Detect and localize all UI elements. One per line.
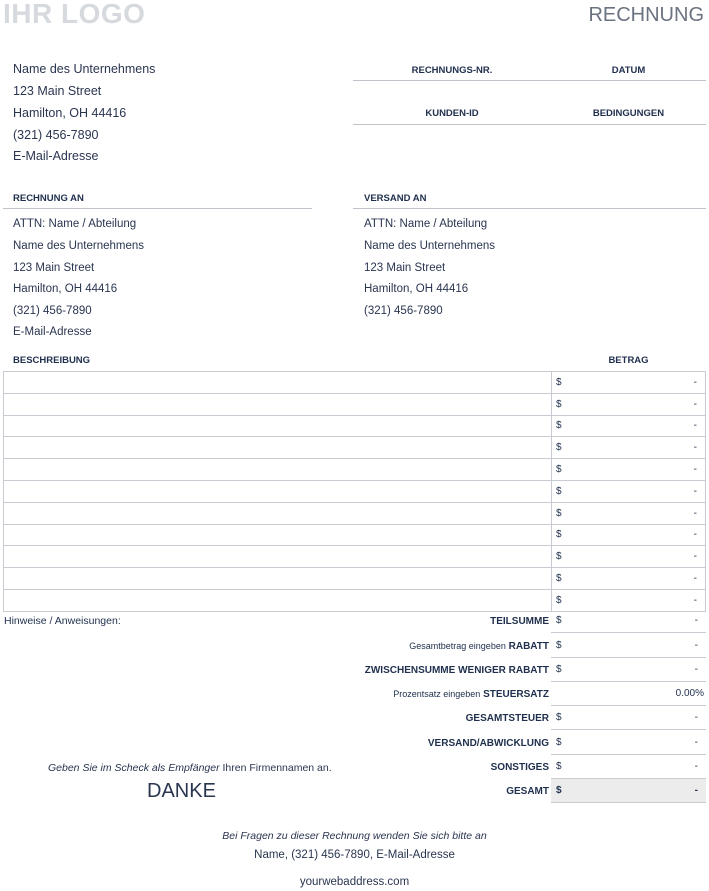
item-amount-cell[interactable] bbox=[552, 459, 706, 481]
bill-to-divider bbox=[3, 208, 312, 209]
item-amount-cell[interactable] bbox=[552, 372, 706, 394]
subtotal-less-discount-value: - bbox=[694, 664, 698, 676]
currency-symbol: $ bbox=[556, 573, 562, 585]
item-amount-cell[interactable] bbox=[552, 437, 706, 459]
item-description-cell[interactable] bbox=[4, 502, 552, 524]
thank-you-text: DANKE bbox=[147, 780, 216, 802]
terms-field[interactable] bbox=[551, 125, 706, 149]
currency-symbol: $ bbox=[556, 529, 562, 541]
total-tax-value: - bbox=[694, 712, 698, 724]
amount-header: BETRAG bbox=[608, 355, 649, 366]
currency-symbol: $ bbox=[556, 398, 562, 410]
currency-symbol: $ bbox=[556, 615, 562, 627]
item-amount: - bbox=[693, 376, 697, 388]
check-payable-note bbox=[48, 762, 332, 774]
subtotal-row bbox=[300, 609, 706, 633]
tax-rate-hint: Prozentsatz eingeben bbox=[393, 688, 481, 699]
subtotal-less-discount-row bbox=[300, 658, 706, 682]
bill-to-email: E-Mail-Adresse bbox=[13, 326, 92, 338]
tax-rate-label bbox=[300, 689, 551, 700]
shipping-label: VERSAND/ABWICKLUNG bbox=[427, 737, 549, 749]
subtotal-less-discount-label: ZWISCHENSUMME WENIGER RABATT bbox=[364, 664, 549, 676]
item-amount: - bbox=[693, 573, 697, 585]
table-row bbox=[4, 393, 706, 415]
item-description-cell[interactable] bbox=[4, 437, 552, 459]
currency-symbol: $ bbox=[556, 464, 562, 476]
table-row bbox=[4, 415, 706, 437]
bill-to-phone: (321) 456-7890 bbox=[13, 305, 92, 317]
invoice-number-field[interactable] bbox=[353, 81, 551, 105]
item-amount: - bbox=[693, 420, 697, 432]
table-row bbox=[4, 524, 706, 546]
subtotal-value-cell[interactable] bbox=[551, 609, 706, 633]
company-phone: (321) 456-7890 bbox=[13, 128, 99, 142]
discount-value: - bbox=[694, 640, 698, 652]
total-tax-row bbox=[300, 706, 706, 730]
check-note-italic: Geben Sie im Scheck als Empfänger bbox=[48, 762, 220, 774]
notes-label: Hinweise / Anweisungen: bbox=[4, 615, 121, 627]
terms-label: BEDINGUNGEN bbox=[592, 108, 665, 119]
table-row bbox=[4, 502, 706, 524]
footer-website[interactable]: yourwebaddress.com bbox=[299, 876, 410, 888]
item-amount-cell[interactable] bbox=[552, 393, 706, 415]
company-logo: IHR LOGO bbox=[3, 0, 146, 29]
check-note-plain: Ihren Firmennamen an. bbox=[219, 762, 332, 774]
table-row bbox=[4, 589, 706, 611]
ship-to-street: 123 Main Street bbox=[364, 262, 446, 274]
bill-to-city: Hamilton, OH 44416 bbox=[13, 283, 118, 295]
discount-row bbox=[300, 634, 706, 658]
bill-to-company: Name des Unternehmens bbox=[13, 240, 145, 252]
item-amount-cell[interactable] bbox=[552, 524, 706, 546]
subtotal-label: TEILSUMME bbox=[490, 615, 549, 627]
item-description-cell[interactable] bbox=[4, 524, 552, 546]
item-description-cell[interactable] bbox=[4, 589, 552, 611]
item-amount-cell[interactable] bbox=[552, 568, 706, 590]
bill-to-street: 123 Main Street bbox=[13, 262, 95, 274]
subtotal-value: - bbox=[694, 615, 698, 627]
table-row bbox=[4, 459, 706, 481]
total-tax-label: GESAMTSTEUER bbox=[465, 712, 549, 724]
subtotal-less-discount-value-cell[interactable] bbox=[551, 658, 706, 682]
discount-label-text: RABATT bbox=[508, 640, 549, 652]
ship-to-company: Name des Unternehmens bbox=[364, 240, 496, 252]
tax-rate-value-cell[interactable] bbox=[551, 682, 706, 706]
ship-to-divider bbox=[353, 208, 706, 209]
total-row bbox=[300, 779, 706, 803]
item-amount: - bbox=[693, 507, 697, 519]
item-amount-cell[interactable] bbox=[552, 415, 706, 437]
currency-symbol: $ bbox=[556, 420, 562, 432]
currency-symbol: $ bbox=[556, 761, 562, 773]
date-field[interactable] bbox=[551, 81, 706, 105]
currency-symbol: $ bbox=[556, 785, 562, 797]
footer-question: Bei Fragen zu dieser Rechnung wenden Sie sich bitte an bbox=[222, 830, 487, 842]
bill-to-attn: ATTN: Name / Abteilung bbox=[13, 218, 137, 230]
ship-to-label: VERSAND AN bbox=[364, 193, 427, 204]
total-value: - bbox=[694, 785, 698, 797]
bill-to-label: RECHNUNG AN bbox=[13, 193, 84, 204]
currency-symbol: $ bbox=[556, 594, 562, 606]
total-label: GESAMT bbox=[506, 785, 549, 797]
item-description-cell[interactable] bbox=[4, 393, 552, 415]
table-row bbox=[4, 480, 706, 502]
shipping-value-cell[interactable] bbox=[551, 731, 706, 755]
tax-rate-row bbox=[300, 682, 706, 706]
currency-symbol: $ bbox=[556, 712, 562, 724]
currency-symbol: $ bbox=[556, 442, 562, 454]
item-amount: - bbox=[693, 551, 697, 563]
other-label: SONSTIGES bbox=[490, 761, 549, 773]
item-amount-cell[interactable] bbox=[552, 546, 706, 568]
item-amount: - bbox=[693, 529, 697, 541]
notes-field[interactable] bbox=[3, 630, 293, 750]
discount-value-cell[interactable] bbox=[551, 634, 706, 658]
ship-to-phone: (321) 456-7890 bbox=[364, 305, 443, 317]
item-amount: - bbox=[693, 594, 697, 606]
total-value-cell[interactable] bbox=[551, 779, 706, 803]
company-city: Hamilton, OH 44416 bbox=[13, 106, 127, 120]
item-amount-cell[interactable] bbox=[552, 502, 706, 524]
discount-hint: Gesamtbetrag eingeben bbox=[409, 640, 506, 651]
customer-id-field[interactable] bbox=[353, 125, 551, 149]
item-amount: - bbox=[693, 398, 697, 410]
currency-symbol: $ bbox=[556, 376, 562, 388]
table-row bbox=[4, 568, 706, 590]
tax-rate-label-text: STEUERSATZ bbox=[483, 688, 549, 700]
currency-symbol: $ bbox=[556, 737, 562, 749]
total-tax-value-cell[interactable] bbox=[551, 706, 706, 730]
item-amount: - bbox=[693, 485, 697, 497]
document-title: RECHNUNG bbox=[588, 4, 704, 26]
date-label: DATUM bbox=[611, 65, 646, 76]
currency-symbol: $ bbox=[556, 551, 562, 563]
item-description-cell[interactable] bbox=[4, 415, 552, 437]
footer-contact: Name, (321) 456-7890, E-Mail-Adresse bbox=[254, 849, 455, 861]
currency-symbol: $ bbox=[556, 664, 562, 676]
currency-symbol: $ bbox=[556, 485, 562, 497]
description-header: BESCHREIBUNG bbox=[13, 355, 91, 366]
invoice-number-label: RECHNUNGS-NR. bbox=[411, 65, 493, 76]
table-row bbox=[4, 437, 706, 459]
item-amount: - bbox=[693, 464, 697, 476]
item-description-cell[interactable] bbox=[4, 459, 552, 481]
shipping-row bbox=[300, 731, 706, 755]
item-description-cell[interactable] bbox=[4, 372, 552, 394]
customer-id-label: KUNDEN-ID bbox=[425, 108, 479, 119]
item-description-cell[interactable] bbox=[4, 568, 552, 590]
item-description-cell[interactable] bbox=[4, 480, 552, 502]
currency-symbol: $ bbox=[556, 640, 562, 652]
other-value: - bbox=[694, 761, 698, 773]
ship-to-city: Hamilton, OH 44416 bbox=[364, 283, 469, 295]
table-row bbox=[4, 372, 706, 394]
discount-label bbox=[300, 641, 551, 652]
tax-rate-value: 0.00% bbox=[675, 688, 704, 700]
shipping-value: - bbox=[694, 737, 698, 749]
other-value-cell[interactable] bbox=[551, 755, 706, 779]
line-items-table bbox=[3, 371, 706, 612]
item-description-cell[interactable] bbox=[4, 546, 552, 568]
company-name: Name des Unternehmens bbox=[13, 62, 156, 76]
company-street: 123 Main Street bbox=[13, 84, 102, 98]
item-amount-cell[interactable] bbox=[552, 480, 706, 502]
company-email: E-Mail-Adresse bbox=[13, 149, 99, 163]
item-amount-cell[interactable] bbox=[552, 589, 706, 611]
ship-to-attn: ATTN: Name / Abteilung bbox=[364, 218, 488, 230]
other-row bbox=[300, 755, 706, 779]
table-row bbox=[4, 546, 706, 568]
currency-symbol: $ bbox=[556, 507, 562, 519]
item-amount: - bbox=[693, 442, 697, 454]
